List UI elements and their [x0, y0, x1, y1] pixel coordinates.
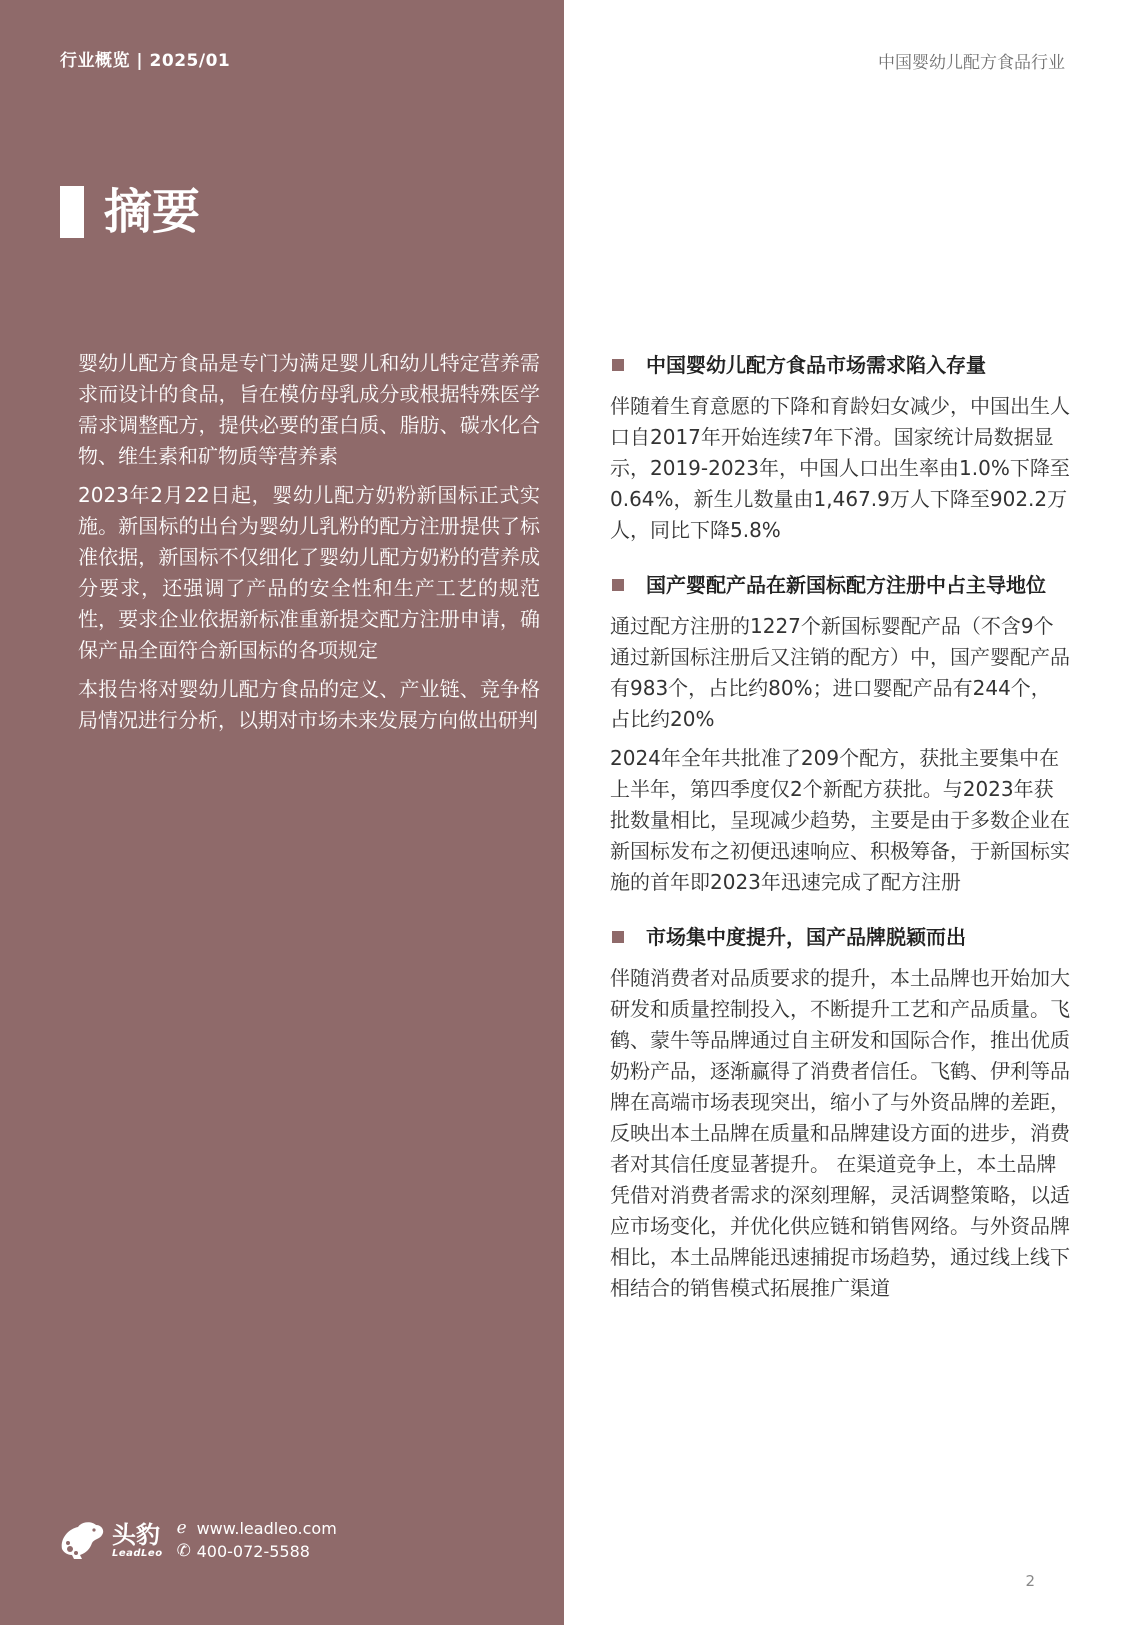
- header-report-title: 中国婴幼儿配方食品行业: [878, 53, 1065, 73]
- phone-row: [177, 1540, 337, 1563]
- phone-icon: ✆: [176, 1541, 191, 1561]
- website-link[interactable]: www.leadleo.com: [196, 1519, 337, 1538]
- web-e-icon: ℯ: [176, 1518, 187, 1538]
- footer-brand: [58, 1517, 337, 1563]
- section-heading: [610, 570, 1070, 601]
- section-paragraph: 伴随着生育意愿的下降和育龄妇女减少，中国出生人口自2017年开始连续7年下滑。国家统计局数据显示，2019-2023年，中国人口出生率由1.0%下降至0.64%，新生儿数量由1,467.9万人下降至902.2万人，同比下降5.8%: [610, 394, 1070, 542]
- page-number: 2: [1025, 1572, 1035, 1590]
- section-title: 市场集中度提升，国产品牌脱颖而出: [646, 925, 966, 949]
- section-heading: [610, 350, 1070, 381]
- logo-chinese: 头豹: [112, 1520, 160, 1549]
- section-heading: [610, 922, 1070, 953]
- leopard-logo-icon: [58, 1519, 106, 1561]
- bullet-square-icon: [612, 359, 624, 371]
- intro-paragraph: 本报告将对婴幼儿配方食品的定义、产业链、竞争格局情况进行分析，以期对市场未来发展方向做出研判: [78, 677, 540, 732]
- website-row[interactable]: [177, 1517, 337, 1540]
- page-title: 摘要: [104, 184, 201, 240]
- logo-wordmark: [112, 1522, 163, 1559]
- intro-paragraph: 婴幼儿配方食品是专门为满足婴儿和幼儿特定营养需求而设计的食品，旨在模仿母乳成分或根据特殊医学需求调整配方，提供必要的蛋白质、脂肪、碳水化合物、维生素和矿物质等营养素: [78, 351, 540, 468]
- finding-section: [610, 922, 1070, 1304]
- section-paragraph: 2024年全年共批准了209个配方，获批主要集中在上半年，第四季度仅2个新配方获批。与2023年获批数量相比，呈现减少趋势，主要是由于多数企业在新国标发布之初便迅速响应、积极筹备，于新国标实施的首年即2023年迅速完成了配方注册: [610, 746, 1070, 894]
- key-findings: [610, 350, 1070, 1328]
- bullet-square-icon: [612, 931, 624, 943]
- section-paragraph: 通过配方注册的1227个新国标婴配产品（不含9个通过新国标注册后又注销的配方）中，国产婴配产品有983个，占比约80%；进口婴配产品有244个，占比约20%: [610, 614, 1070, 731]
- header-category-date: 行业概览 | 2025/01: [60, 51, 231, 71]
- bullet-square-icon: [612, 579, 624, 591]
- section-title: 中国婴幼儿配方食品市场需求陷入存量: [646, 353, 986, 377]
- section-paragraph: 伴随消费者对品质要求的提升，本土品牌也开始加大研发和质量控制投入，不断提升工艺和产品质量。飞鹤、蒙牛等品牌通过自主研发和国际合作，推出优质奶粉产品，逐渐赢得了消费者信任。飞鹤、伊利等品牌在高端市场表现突出，缩小了与外资品牌的差距，反映出本土品牌在质量和品牌建设方面的进步，消费者对其信任度显著提升。 在渠道竞争上，本土品牌凭借对消费者需求的深刻理解，灵活调整策略，以适应市场变化，并优化供应链和销售网络。与外资品牌相比，本土品牌能迅速捕捉市场趋势，通过线上线下相结合的销售模式拓展推广渠道: [610, 966, 1070, 1300]
- summary-intro: [78, 348, 540, 744]
- phone-number: 400-072-5588: [196, 1542, 310, 1561]
- contact-info: [177, 1517, 337, 1563]
- logo-english: LeadLeo: [112, 1547, 163, 1559]
- finding-section: [610, 570, 1070, 898]
- intro-paragraph: 2023年2月22日起，婴幼儿配方奶粉新国标正式实施。新国标的出台为婴幼儿乳粉的配方注册提供了标准依据，新国标不仅细化了婴幼儿配方奶粉的营养成分要求，还强调了产品的安全性和生产工艺的规范性，要求企业依据新标准重新提交配方注册申请，确保产品全面符合新国标的各项规定: [78, 483, 540, 662]
- page-title-block: [60, 184, 200, 240]
- finding-section: [610, 350, 1070, 546]
- title-bar: [60, 186, 84, 238]
- section-title: 国产婴配产品在新国标配方注册中占主导地位: [646, 573, 1046, 597]
